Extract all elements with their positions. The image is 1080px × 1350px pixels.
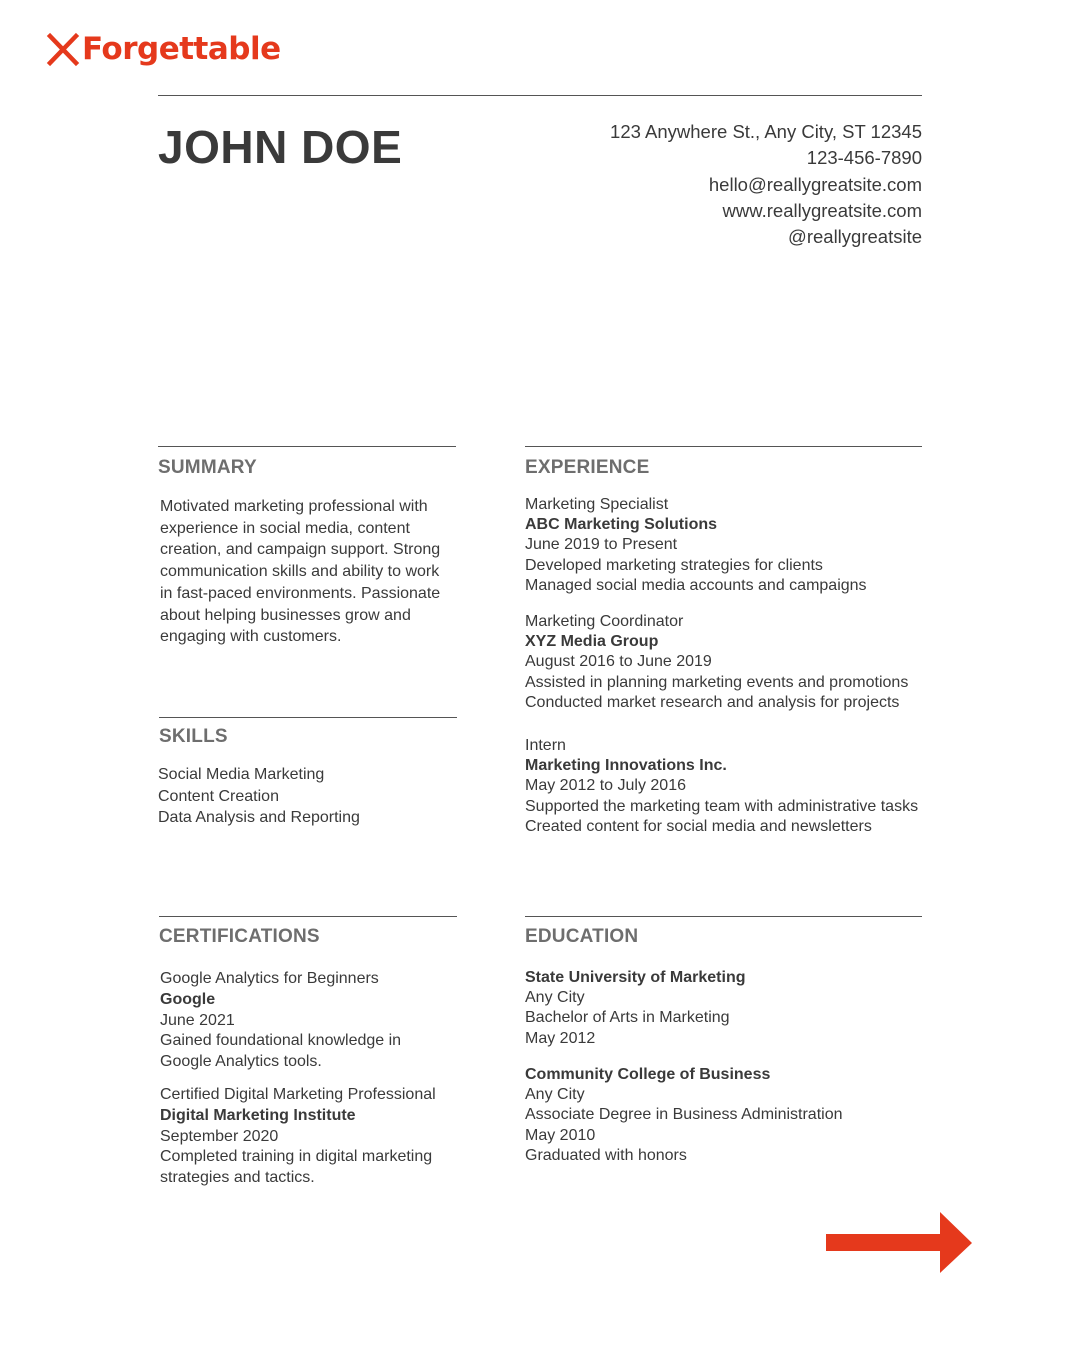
- cert-issuer: Digital Marketing Institute: [160, 1106, 356, 1124]
- job-company: ABC Marketing Solutions: [525, 516, 718, 534]
- education-title: EDUCATION: [525, 926, 639, 947]
- contact-website[interactable]: www.reallygreatsite.com: [722, 199, 922, 221]
- forgettable-badge: [46, 30, 281, 68]
- job-dates: August 2016 to June 2019: [525, 653, 712, 671]
- job-point: Conducted market research and analysis for projects: [525, 693, 900, 711]
- contact-phone: 123-456-7890: [806, 147, 922, 169]
- job-role: Intern: [525, 737, 566, 754]
- edu-degree: Bachelor of Arts in Marketing: [525, 1009, 730, 1027]
- job-role: Marketing Coordinator: [525, 613, 684, 630]
- cert-date: June 2021: [160, 1011, 235, 1029]
- job-point: Created content for social media and newsletters: [525, 817, 872, 835]
- cert-desc: Google Analytics tools.: [160, 1053, 322, 1071]
- summary-line: Motivated marketing professional with: [160, 498, 428, 515]
- edu-city: Any City: [525, 1086, 585, 1104]
- right-arrow-icon[interactable]: [826, 1212, 974, 1274]
- job-point: Supported the marketing team with administrative tasks: [525, 797, 919, 815]
- certification-entry: [160, 969, 401, 1073]
- header-divider: [158, 95, 922, 96]
- skill-item: Data Analysis and Reporting: [158, 809, 360, 827]
- edu-school: Community College of Business: [525, 1066, 771, 1083]
- summary-line: experience in social media, content: [160, 519, 410, 537]
- edu-note: Graduated with honors: [525, 1146, 687, 1164]
- education-entry: [525, 968, 746, 1049]
- job-point: Managed social media accounts and campaigns: [525, 576, 867, 594]
- skills-title: SKILLS: [159, 726, 228, 747]
- summary-divider: [158, 446, 456, 447]
- skill-item: Content Creation: [158, 787, 279, 805]
- job-point: Developed marketing strategies for clients: [525, 556, 823, 574]
- job-role: Marketing Specialist: [525, 496, 669, 513]
- edu-degree: Associate Degree in Business Administration: [525, 1106, 843, 1124]
- skills-divider: [159, 717, 457, 718]
- cert-desc: Gained foundational knowledge in: [160, 1032, 402, 1050]
- contact-block: [610, 119, 922, 250]
- experience-entry: [525, 612, 908, 713]
- summary-text: [160, 496, 440, 648]
- cert-issuer: Google: [160, 990, 216, 1008]
- contact-address: 123 Anywhere St., Any City, ST 12345: [610, 121, 922, 142]
- summary-line: engaging with customers.: [160, 628, 342, 646]
- resume-name: JOHN DOE: [158, 121, 403, 173]
- x-mark-icon: [46, 30, 80, 68]
- education-divider: [525, 916, 922, 917]
- certification-entry: [160, 1085, 436, 1189]
- cert-name: Google Analytics for Beginners: [160, 970, 379, 987]
- experience-entry: [525, 495, 867, 596]
- edu-date: May 2010: [525, 1126, 596, 1144]
- skill-item: Social Media Marketing: [158, 766, 325, 783]
- cert-desc: strategies and tactics.: [160, 1169, 315, 1187]
- experience-divider: [525, 446, 922, 447]
- job-dates: May 2012 to July 2016: [525, 777, 686, 795]
- badge-label: Forgettable: [82, 31, 281, 67]
- job-point: Assisted in planning marketing events and promotions: [525, 673, 909, 691]
- cert-name: Certified Digital Marketing Professional: [160, 1086, 436, 1103]
- job-company: Marketing Innovations Inc.: [525, 757, 727, 775]
- contact-email[interactable]: hello@reallygreatsite.com: [708, 173, 922, 195]
- summary-line: in fast-paced environments. Passionate: [160, 584, 441, 602]
- summary-line: about helping businesses grow and: [160, 606, 411, 624]
- cert-date: September 2020: [160, 1127, 279, 1145]
- edu-date: May 2012: [525, 1029, 596, 1047]
- summary-line: creation, and campaign support. Strong: [160, 541, 441, 559]
- experience-entry: [525, 736, 918, 837]
- skills-list: [158, 764, 360, 829]
- edu-city: Any City: [525, 989, 585, 1007]
- job-company: XYZ Media Group: [525, 633, 659, 651]
- certifications-title: CERTIFICATIONS: [159, 926, 320, 947]
- cert-desc: Completed training in digital marketing: [160, 1148, 433, 1166]
- edu-school: State University of Marketing: [525, 969, 746, 986]
- education-entry: [525, 1065, 843, 1166]
- contact-handle: @reallygreatsite: [788, 226, 922, 248]
- certifications-divider: [159, 916, 457, 917]
- summary-title: SUMMARY: [158, 457, 257, 478]
- experience-title: EXPERIENCE: [525, 457, 650, 478]
- job-dates: June 2019 to Present: [525, 536, 678, 554]
- summary-line: communication skills and ability to work: [160, 563, 440, 581]
